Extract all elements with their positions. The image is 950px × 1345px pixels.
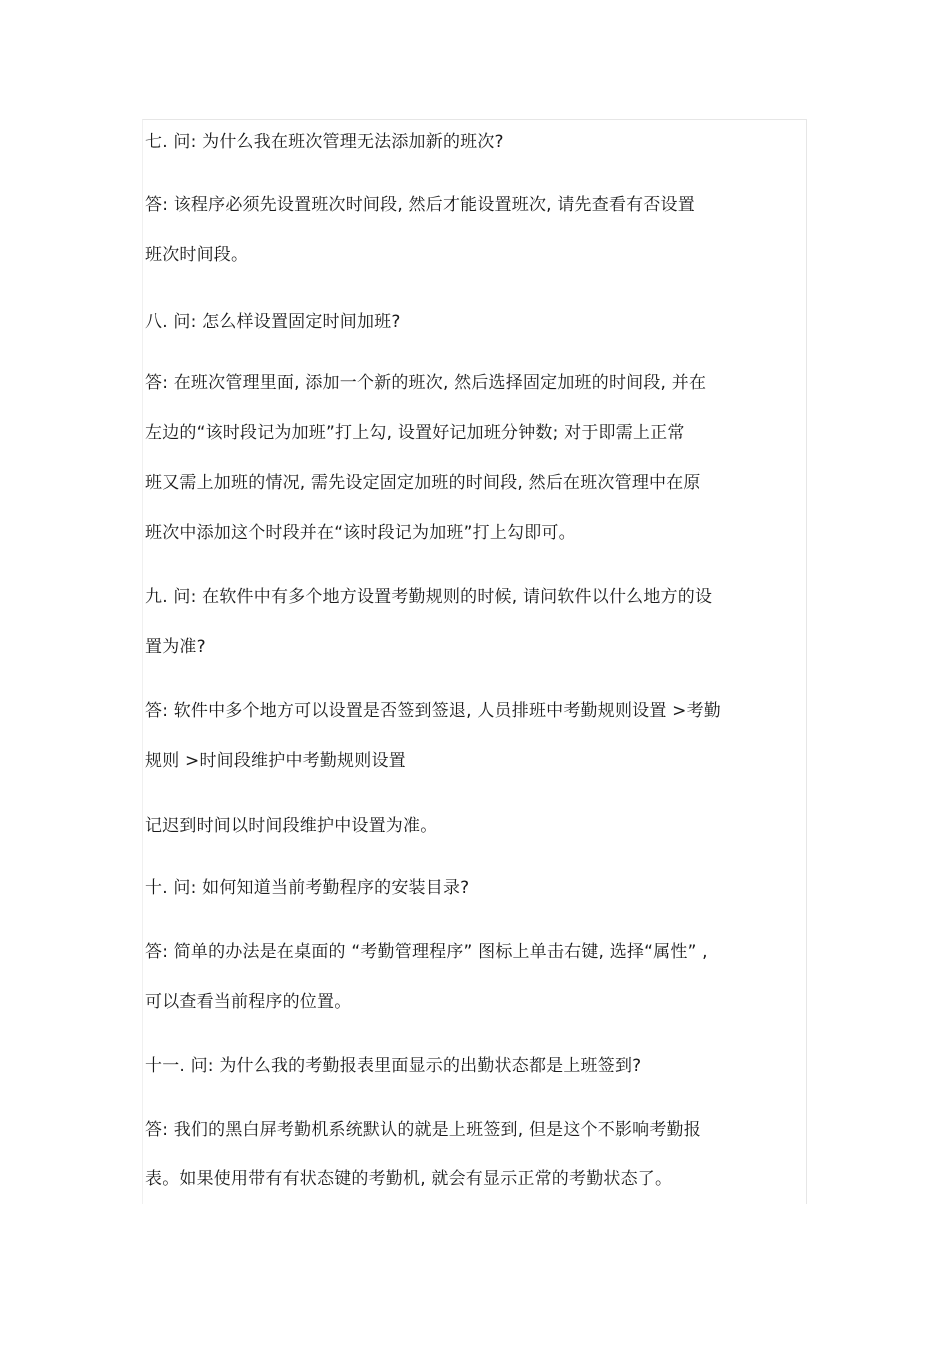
- answer-8-line-2: 左边的“该时段记为加班”打上勾, 设置好记加班分钟数; 对于即需上正常: [145, 423, 685, 443]
- question-11: 十一. 问: 为什么我的考勤报表里面显示的出勤状态都是上班签到?: [145, 1056, 642, 1076]
- question-10: 十. 问: 如何知道当前考勤程序的安装目录?: [145, 878, 470, 898]
- answer-11-line-1: 答: 我们的黑白屏考勤机系统默认的就是上班签到, 但是这个不影响考勤报: [145, 1120, 701, 1140]
- question-8: 八. 问: 怎么样设置固定时间加班?: [145, 312, 401, 332]
- question-9-line-1: 九. 问: 在软件中有多个地方设置考勤规则的时候, 请问软件以什么地方的设: [145, 587, 713, 607]
- answer-7-line-1: 答: 该程序必须先设置班次时间段, 然后才能设置班次, 请先查看有否设置: [145, 195, 695, 215]
- answer-9-line-3: 记迟到时间以时间段维护中设置为准。: [145, 816, 438, 836]
- answer-11-line-2: 表。如果使用带有有状态键的考勤机, 就会有显示正常的考勤状态了。: [145, 1169, 673, 1189]
- answer-10-line-1: 答: 简单的办法是在桌面的 “考勤管理程序” 图标上单击右键, 选择“属性” ,: [145, 942, 708, 962]
- answer-8-line-4: 班次中添加这个时段并在“该时段记为加班”打上勾即可。: [145, 523, 576, 543]
- answer-7-line-2: 班次时间段。: [145, 245, 249, 265]
- content-frame: [142, 119, 807, 1204]
- answer-8-line-1: 答: 在班次管理里面, 添加一个新的班次, 然后选择固定加班的时间段, 并在: [145, 373, 707, 393]
- answer-9-line-1: 答: 软件中多个地方可以设置是否签到签退, 人员排班中考勤规则设置 >考勤: [145, 701, 721, 721]
- answer-9-line-2: 规则 >时间段维护中考勤规则设置: [145, 751, 406, 771]
- answer-10-line-2: 可以查看当前程序的位置。: [145, 992, 352, 1012]
- answer-8-line-3: 班又需上加班的情况, 需先设定固定加班的时间段, 然后在班次管理中在原: [145, 473, 701, 493]
- question-9-line-2: 置为准?: [145, 637, 206, 657]
- question-7: 七. 问: 为什么我在班次管理无法添加新的班次?: [145, 132, 504, 152]
